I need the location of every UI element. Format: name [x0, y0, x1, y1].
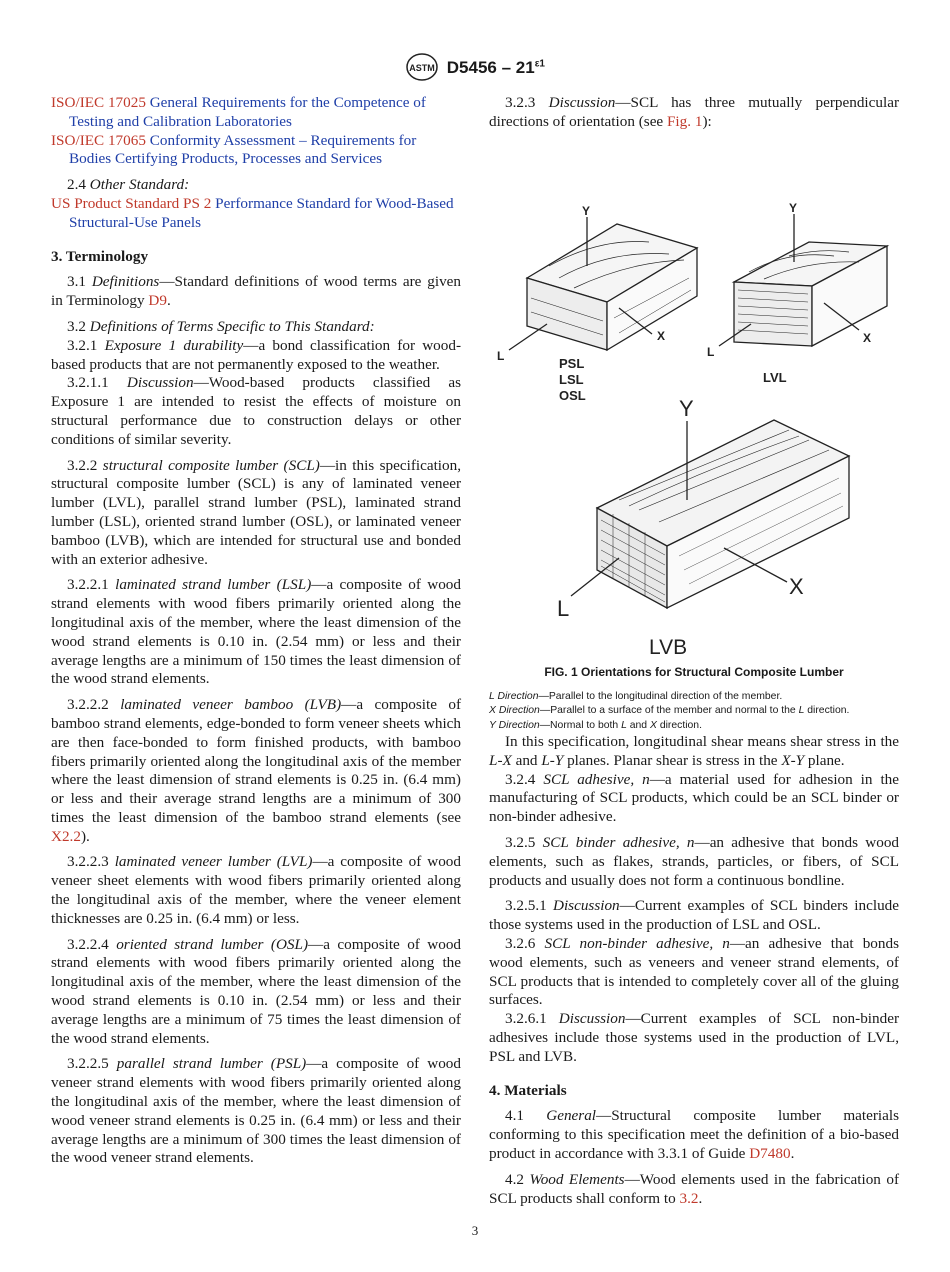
section-3-2-2-4: 3.2.2.4 oriented strand lumber (OSL)—a composite of wood strand elements with wood fibers primarily oriented along the longitudinal axis of the member, where the least dimension of the wood strand elements is 0.10 in. (2.54 mm) or less and their average lengths are a minimum of 75 times the least dimension of the wood strand elements.	[51, 935, 462, 1047]
section-3-2-2-2: 3.2.2.2 laminated veneer bamboo (LVB)—a composite of bamboo strand elements, edge-bonded to form veneer sheets which are then face-bonded to form finished products, with bamboo fibers primarily oriented along the longitudinal axis of the member where the least dimension of strand elements is 0.25 in. (6.4 mm) or less and their average strand lengths are a minimum of 300 times the least dimension of the bamboo strand elements (see X2.2).	[51, 696, 462, 845]
link-d7480[interactable]: D7480	[749, 1145, 791, 1163]
page-header	[0, 52, 950, 82]
section-4-1: 4.1 General—Structural composite lumber materials conforming to this specification meet the definition of a bio-based product in accordance with 3.3.1 of Guide D7480.	[489, 1107, 900, 1163]
link-d9[interactable]: D9	[148, 292, 167, 310]
lvl-block	[719, 214, 887, 346]
psl-y-label: Y	[582, 203, 591, 218]
section-3-2-5-1: 3.2.5.1 Discussion—Current examples of SCL binders include those systems used in the production of LSL and OSL.	[489, 897, 899, 934]
section-3-2-5: 3.2.5 SCL binder adhesive, n—an adhesive that bonds wood elements, such as flakes, strands, particles, or fibers, of SCL products and usually does not form a continuous bondline.	[489, 834, 900, 889]
lvb-label: LVB	[649, 635, 688, 658]
osl-label: OSL	[559, 387, 586, 403]
section-3-2: 3.2 Definitions of Terms Specific to This Standard:	[67, 317, 375, 335]
note-y-direction: Y Direction—Normal to both L and X direction.	[489, 719, 702, 731]
scl-orientation-diagram	[489, 138, 899, 658]
note-x-direction: X Direction—Parallel to a surface of the member and normal to the L direction.	[489, 705, 850, 717]
section-2-4: 2.4 Other Standard:	[67, 176, 190, 194]
link-x2-2[interactable]: X2.2	[51, 827, 81, 845]
right-column	[489, 94, 899, 1208]
section-heading-materials: 4. Materials	[489, 1081, 567, 1099]
section-3-2-1: 3.2.1 Exposure 1 durability—a bond classification for wood-based products that are not permanently exposed to the weather.	[51, 336, 462, 373]
section-3-2-2-3: 3.2.2.3 laminated veneer lumber (LVL)—a composite of wood veneer sheet elements with wood fibers primarily oriented along the longitudinal axis of the member, where the veneer element thicknesses are 0.25 in. (6.4 mm) or less.	[51, 853, 461, 927]
paragraph-shear: In this specification, longitudinal shear means shear stress in the L-X and L-Y planes. Planar shear is stress in the X-Y plane.	[489, 733, 899, 769]
lvl-l-label: L	[707, 344, 715, 359]
section-3-2-6-1: 3.2.6.1 Discussion—Current examples of SCL non-binder adhesives include those systems used in the production of LVL, PSL and LVB.	[489, 1010, 900, 1065]
lsl-label: LSL	[559, 371, 584, 387]
section-3-2-2-5: 3.2.2.5 parallel strand lumber (PSL)—a composite of wood veneer strand elements with wood fibers primarily oriented along the longitudinal axis of the member, where the least dimension of wood veneer strand elements is 0.25 in. (6.4 mm) or less and their average lengths are a minimum of 300 times the least dimension of the wood veneer strand elements.	[51, 1055, 461, 1167]
document-designation: $D5456 - 21^{\varepsilon 1}$	[446, 58, 545, 78]
lvb-block	[571, 420, 849, 608]
lvb-y-label: Y	[679, 395, 694, 421]
reference-iso-17065: ISO/IEC 17065 Conformity Assessment – Requirements for Bodies Certifying Products, Processes and Services	[51, 131, 417, 168]
figure-1	[489, 138, 899, 683]
psl-block	[509, 217, 697, 350]
left-column	[51, 94, 461, 1168]
psl-x-label: X	[657, 328, 666, 343]
section-3-2-4: 3.2.4 SCL adhesive, n—a material used for adhesion in the manufacturing of SCL products, which could be an SCL binder or non-binder adhesive.	[489, 770, 900, 826]
section-3-2-1-1: 3.2.1.1 Discussion—Wood-based products classified as Exposure 1 are intended to resist the effects of moisture on structural performance due to construction delays or other conditions of similar severity.	[51, 374, 461, 448]
section-3-1: 3.1 Definitions—Standard definitions of wood terms are given in Terminology D9.	[51, 273, 462, 310]
section-3-2-6: 3.2.6 SCL non-binder adhesive, n—an adhesive that bonds wood elements, such as veneers and veneer strand elements, of SCL products that is intended to completely cover all of the gluing surfaces.	[489, 935, 899, 1009]
astm-logo-icon	[405, 52, 439, 82]
reference-ps-2: US Product Standard PS 2 Performance Standard for Wood-Based Structural-Use Panels	[51, 194, 454, 231]
svg-text:ASTM: ASTM	[409, 63, 435, 73]
figure-caption: FIG. 1 Orientations for Structural Composite Lumber	[544, 665, 844, 680]
lvl-x-label: X	[863, 330, 872, 345]
section-3-2-3: 3.2.3 Discussion—SCL has three mutually perpendicular directions of orientation (see Fig. 1):	[489, 94, 899, 130]
section-4-2: 4.2 Wood Elements—Wood elements used in the fabrication of SCL products shall conform to 3.2.	[489, 1170, 900, 1207]
link-3-2[interactable]: 3.2	[679, 1189, 699, 1207]
link-fig-1[interactable]: Fig. 1	[666, 112, 703, 130]
section-3-2-2: 3.2.2 structural composite lumber (SCL)—in this specification, structural composite lumber (SCL) is any of laminated veneer lumber (LVL), parallel strand lumber (PSL), laminated strand lumber (LSL), oriented strand lumber (OSL), or laminated veneer bamboo (LVB), which are intended for structural use and bonded with an exterior adhesive.	[51, 456, 461, 568]
lvl-y-label: Y	[789, 200, 798, 215]
psl-label: PSL	[559, 355, 585, 371]
note-l-direction: L Direction—Parallel to the longitudinal direction of the member.	[489, 690, 783, 702]
lvb-x-label: X	[789, 573, 804, 599]
lvb-l-label: L	[557, 595, 570, 621]
reference-iso-17025: ISO/IEC 17025 General Requirements for the Competence of Testing and Calibration Laboratories	[51, 94, 426, 130]
psl-l-label: L	[497, 348, 505, 363]
lvl-label: LVL	[763, 369, 787, 385]
page-number: 3	[471, 1223, 479, 1238]
section-3-2-2-1: 3.2.2.1 laminated strand lumber (LSL)—a composite of wood strand elements with wood fibers primarily oriented along the longitudinal axis of the member, where the least dimension of the wood strand elements is 0.10 in. (2.54 mm) or less and their average lengths are a minimum of 150 times the least dimension of the wood strand elements.	[51, 576, 461, 688]
section-heading-terminology: 3. Terminology	[51, 247, 149, 265]
